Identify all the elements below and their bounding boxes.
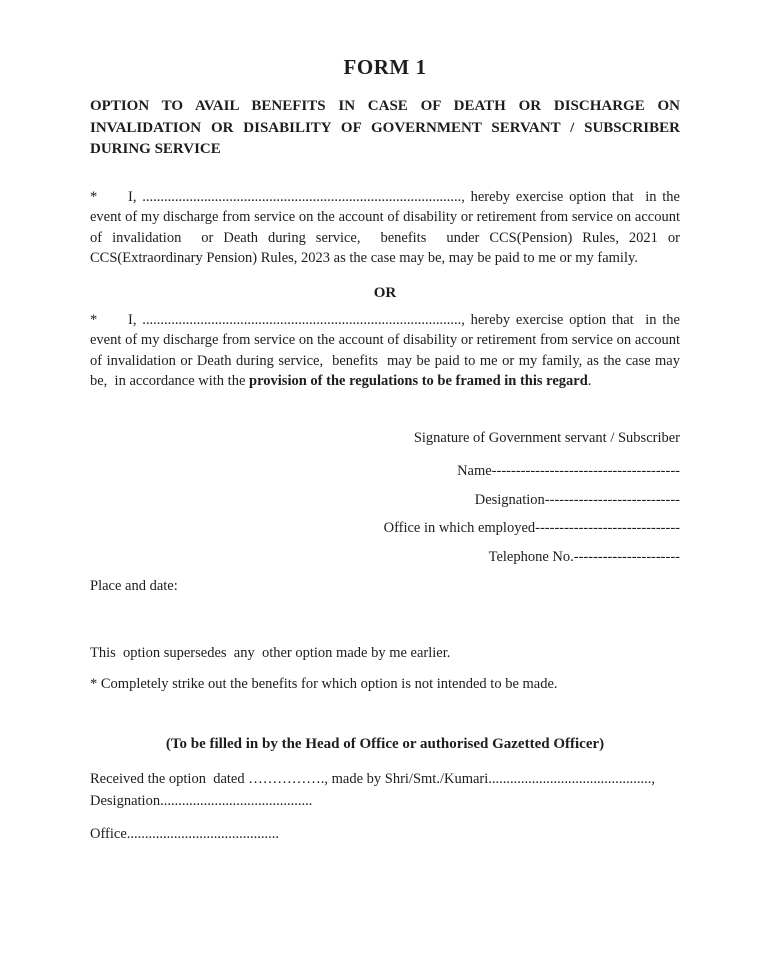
form-title: FORM 1 bbox=[343, 55, 427, 79]
or-separator: OR bbox=[373, 285, 397, 301]
form-heading: OPTION TO AVAIL BENEFITS IN CASE OF DEATH OR DISCHARGE ON INVALIDATION OR DISABILITY OF GOVERNMENT SERVANT / SUBSCRIBER DURING SERVICE bbox=[90, 98, 680, 157]
option1-text: I, ........................................................................................, hereby exercise option that in the event of my discharge from service on the account of disability or retirement from service on account of invalidation or Death during service, benefits under CCS(Pension) Rules, 2021 or CCS(Extraordinary Pension) Rules, 2023 as the case may be, may be paid to me or my family. bbox=[90, 188, 680, 266]
telephone-line: Telephone No.---------------------- bbox=[488, 548, 680, 565]
designation-line: Designation---------------------------- bbox=[474, 491, 680, 508]
name-line: Name--------------------------------------- bbox=[457, 463, 680, 479]
strike-out-note: * Completely strike out the benefits for which option is not intended to be made. bbox=[90, 676, 558, 692]
option2-paragraph bbox=[90, 310, 680, 392]
option1-asterisk: * bbox=[90, 188, 98, 205]
option2-text-end: . bbox=[587, 373, 592, 389]
received-option-block bbox=[90, 768, 680, 812]
place-and-date-label: Place and date: bbox=[90, 578, 178, 594]
head-of-office-heading: (To be filled in by the Head of Office or authorised Gazetted Officer) bbox=[165, 735, 605, 752]
supersede-note: This option supersedes any other option made by me earlier. bbox=[90, 644, 451, 661]
option2-asterisk: * bbox=[90, 311, 98, 328]
signature-label: Signature of Government servant / Subscriber bbox=[413, 429, 680, 446]
option2-text: I, ........................................................................................, hereby exercise option that in the event of my discharge from service on the account of disability or retirement from service on account of invalidation or Death during service, benefits may be paid to me or my family, as the case may be, in accordance with the bbox=[90, 311, 680, 389]
signature-block bbox=[90, 428, 680, 568]
received-option-line: Received the option dated ……………., made by Shri/Smt./Kumari............................................., bbox=[90, 771, 656, 787]
hoo-office-line: Office.......................................... bbox=[90, 826, 280, 842]
hoo-designation-line: Designation.......................................... bbox=[90, 793, 313, 809]
option1-paragraph bbox=[90, 187, 680, 269]
office-employed-line: Office in which employed------------------------------ bbox=[383, 520, 680, 536]
option2-bold-text: provision of the regulations to be framed in this regard bbox=[249, 373, 588, 389]
